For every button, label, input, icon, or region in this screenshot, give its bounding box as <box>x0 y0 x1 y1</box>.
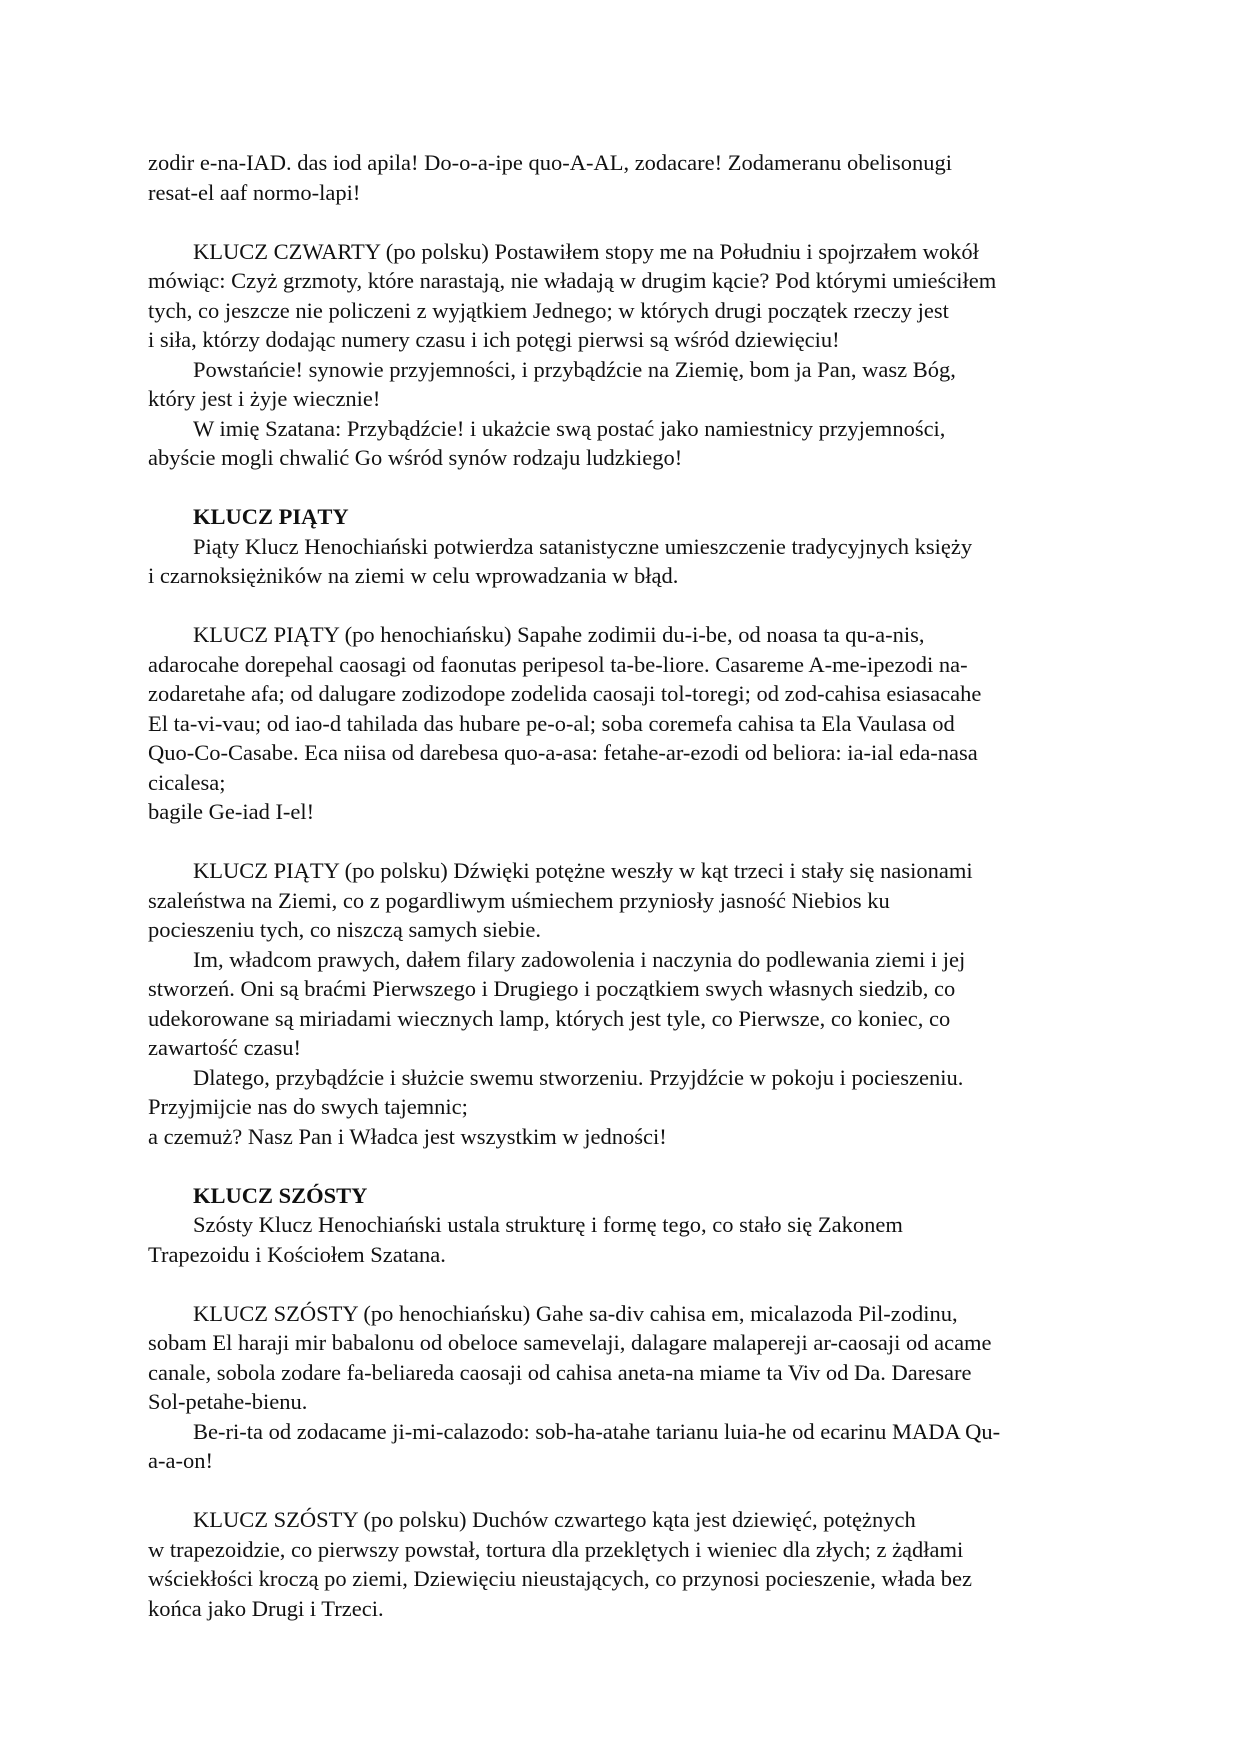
paragraph <box>148 1505 1098 1623</box>
text-line: udekorowane są miriadami wiecznych lamp, których jest tyle, co Pierwsze, co koniec, co <box>148 1005 951 1031</box>
text-line: cicalesa; <box>148 769 226 795</box>
paragraph-gap <box>148 1476 1098 1506</box>
text-line: bagile Ge-iad I-el! <box>148 799 315 824</box>
paragraph <box>148 148 1098 207</box>
text-line: adarocahe dorepehal caosagi od faonutas peripesol ta-be-liore. Casareme A-me-ipezodi na- <box>148 651 968 677</box>
text-line: zawartość czasu! <box>148 1035 302 1060</box>
paragraph <box>148 856 1098 945</box>
section-heading <box>148 502 1098 532</box>
text-line: wściekłości kroczą po ziemi, Dziewięciu nieustających, co przynosi pocieszenie, włada bez <box>148 1566 973 1591</box>
paragraph <box>148 1299 1098 1417</box>
paragraph <box>148 1210 1098 1269</box>
text-line: KLUCZ SZÓSTY <box>193 1182 368 1208</box>
paragraph <box>148 1063 1098 1122</box>
paragraph-gap <box>148 827 1098 857</box>
paragraph <box>148 532 1098 591</box>
paragraph <box>148 237 1098 355</box>
text-line: który jest i żyje wiecznie! <box>148 386 381 411</box>
text-line: w trapezoidzie, co pierwszy powstał, tortura dla przeklętych i wieniec dla złych; z żądłami <box>148 1536 964 1562</box>
paragraph <box>148 1417 1098 1476</box>
text-line: Piąty Klucz Henochiański potwierdza satanistyczne umieszczenie tradycyjnych księży <box>193 533 973 559</box>
text-line: szaleństwa na Ziemi, co z pogardliwym uśmiechem przyniosły jasność Niebios ku <box>148 887 890 913</box>
text-line: Sol-petahe-bienu. <box>148 1389 308 1414</box>
text-line: stworzeń. Oni są braćmi Pierwszego i Drugiego i początkiem swych własnych siedzib, co <box>148 976 956 1001</box>
text-line: mówiąc: Czyż grzmoty, które narastają, nie władają w drugim kącie? Pod którymi umieściłem <box>148 268 997 293</box>
text-line: abyście mogli chwalić Go wśród synów rodzaju ludzkiego! <box>148 445 683 470</box>
text-line: Dlatego, przybądźcie i służcie swemu stworzeniu. Przyjdźcie w pokoju i pocieszeniu. <box>193 1064 964 1090</box>
text-line: pocieszeniu tych, co niszczą samych siebie. <box>148 917 541 942</box>
text-line: Przyjmijcie nas do swych tajemnic; <box>148 1094 468 1119</box>
text-line: Im, władcom prawych, dałem filary zadowolenia i naczynia do podlewania ziemi i jej <box>193 946 966 972</box>
text-line: resat-el aaf normo-lapi! <box>148 179 361 205</box>
text-line: końca jako Drugi i Trzeci. <box>148 1595 384 1621</box>
text-line: Be-ri-ta od zodacame ji-mi-calazodo: sob-ha-atahe tarianu luia-he od ecarinu MADA Qu- <box>193 1418 1001 1444</box>
paragraph <box>148 414 1098 473</box>
paragraph <box>148 620 1098 797</box>
text-line: Szósty Klucz Henochiański ustala strukturę i formę tego, co stało się Zakonem <box>193 1212 903 1237</box>
text-line: zodir e-na-IAD. das iod apila! Do-o-a-ipe quo-A-AL, zodacare! Zodameranu obelisonugi <box>148 150 953 175</box>
text-line: tych, co jeszcze nie policzeni z wyjątkiem Jednego; w których drugi początek rzeczy jest <box>148 297 949 323</box>
paragraph-gap <box>148 1151 1098 1181</box>
text-line: Trapezoidu i Kościołem Szatana. <box>148 1241 446 1267</box>
text-line: KLUCZ PIĄTY (po henochiańsku) Sapahe zodimii du-i-be, od noasa ta qu-a-nis, <box>193 622 925 647</box>
paragraph-gap <box>148 1269 1098 1299</box>
text-line: i siła, którzy dodając numery czasu i ich potęgi pierwsi są wśród dziewięciu! <box>148 327 840 352</box>
text-line: W imię Szatana: Przybądźcie! i ukażcie swą postać jako namiestnicy przyjemności, <box>193 415 946 441</box>
paragraph <box>148 797 1098 827</box>
text-line: sobam El haraji mir babalonu od obeloce samevelaji, dalagare malapereji ar-caosaji od acame <box>148 1330 992 1355</box>
paragraph-gap <box>148 207 1098 237</box>
text-line: KLUCZ SZÓSTY (po polsku) Duchów czwartego kąta jest dziewięć, potężnych <box>193 1507 916 1532</box>
text-line: KLUCZ PIĄTY <box>193 504 349 529</box>
text-line: i czarnoksiężników na ziemi w celu wprowadzania w błąd. <box>148 563 679 588</box>
text-line: KLUCZ PIĄTY (po polsku) Dźwięki potężne weszły w kąt trzeci i stały się nasionami <box>193 858 973 883</box>
text-line: KLUCZ SZÓSTY (po henochiańsku) Gahe sa-div cahisa em, micalazoda Pil-zodinu, <box>193 1300 958 1326</box>
section-heading <box>148 1181 1098 1211</box>
paragraph <box>148 355 1098 414</box>
text-line: Quo-Co-Casabe. Eca niisa od darebesa quo-a-asa: fetahe-ar-ezodi od beliora: ia-ial eda-nasa <box>148 740 978 765</box>
text-line: a-a-on! <box>148 1448 213 1473</box>
text-line: Powstańcie! synowie przyjemności, i przybądźcie na Ziemię, bom ja Pan, wasz Bóg, <box>193 356 956 382</box>
text-line: El ta-vi-vau; od iao-d tahilada das hubare pe-o-al; soba coremefa cahisa ta Ela Vaulasa od <box>148 710 955 736</box>
paragraph-gap <box>148 591 1098 621</box>
text-line: a czemuż? Nasz Pan i Władca jest wszystkim w jedności! <box>148 1123 667 1149</box>
paragraph-gap <box>148 473 1098 503</box>
paragraph <box>148 1122 1098 1152</box>
text-line: KLUCZ CZWARTY (po polsku) Postawiłem stopy me na Południu i spojrzałem wokół <box>193 238 979 264</box>
document-page <box>148 148 1098 1623</box>
paragraph <box>148 945 1098 1063</box>
text-line: canale, sobola zodare fa-beliareda caosaji od cahisa aneta-na miame ta Viv od Da. Daresare <box>148 1359 972 1385</box>
text-line: zodaretahe afa; od dalugare zodizodope zodelida caosaji tol-toregi; od zod-cahisa esiasacahe <box>148 681 982 706</box>
